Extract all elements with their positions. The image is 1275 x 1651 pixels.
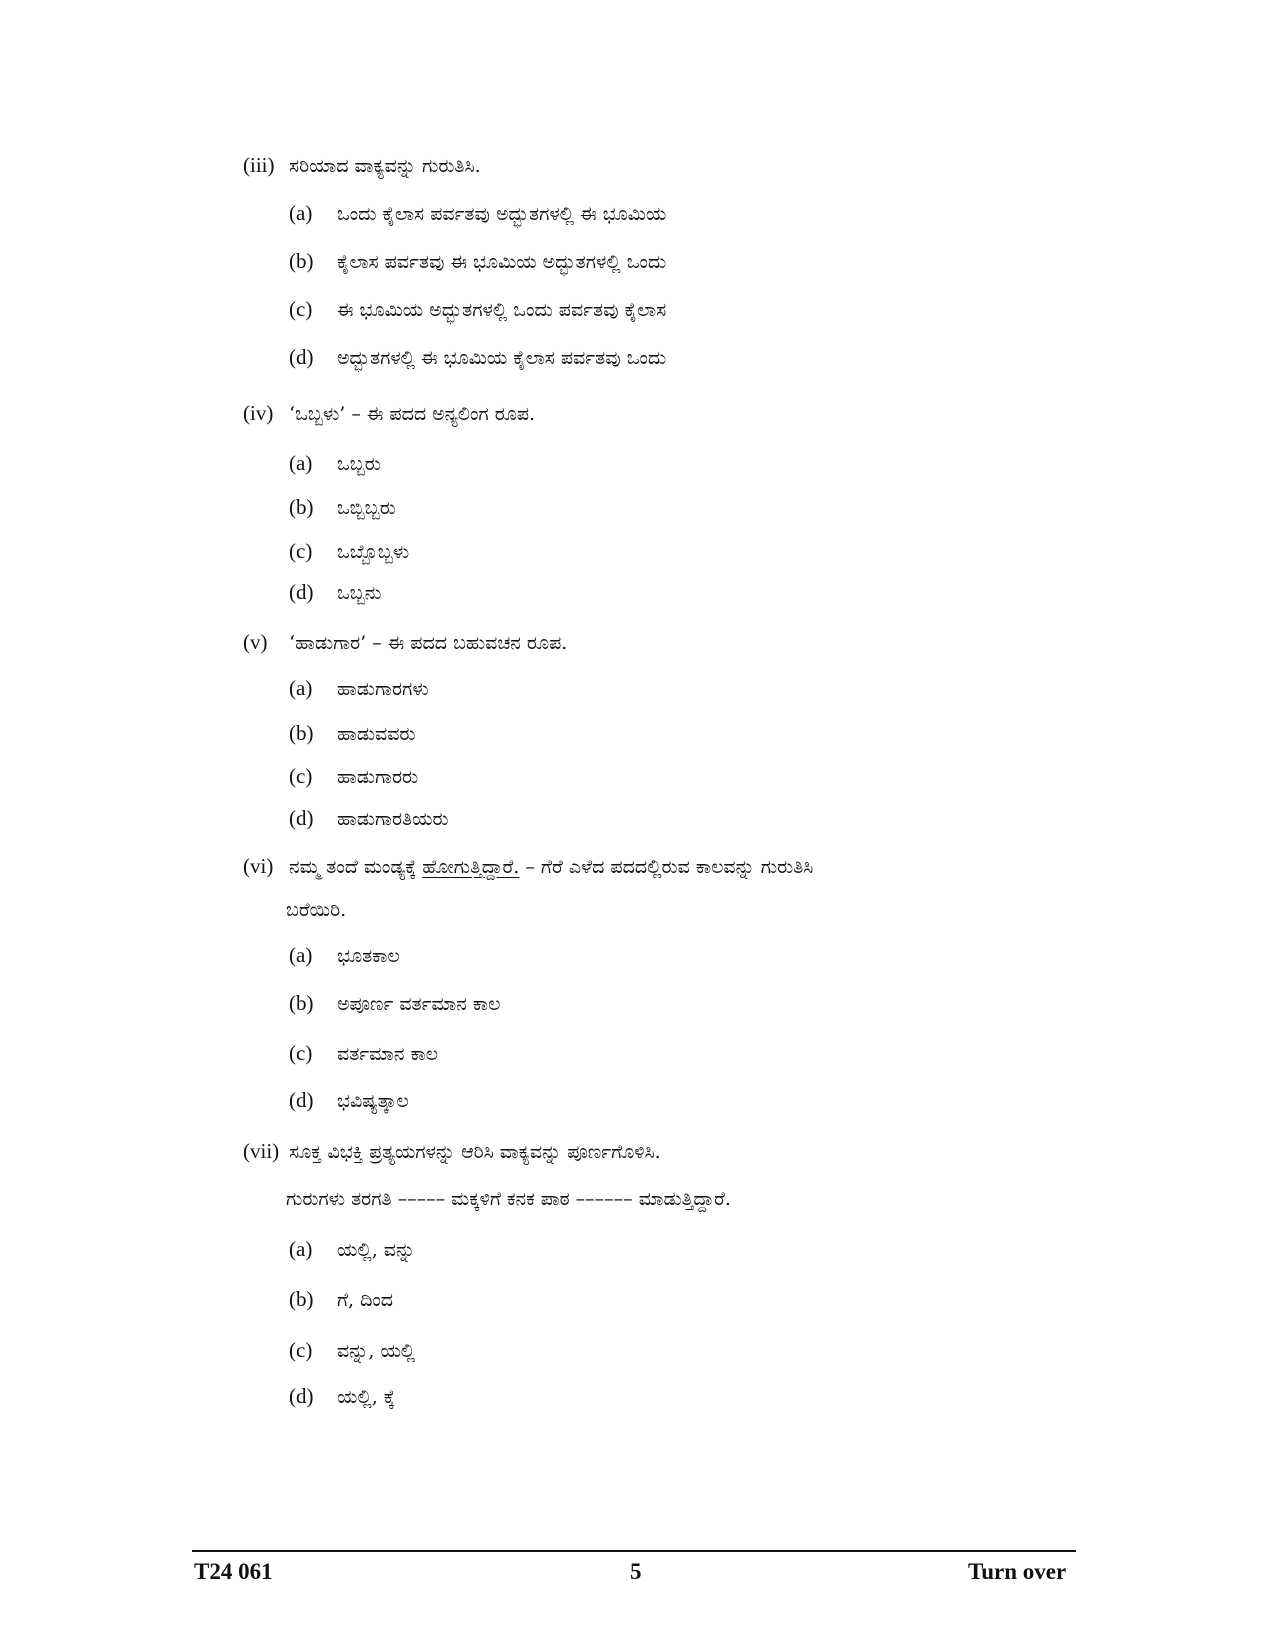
question-number: (v) [243, 630, 268, 654]
option-text: ಭೂತಕಾಲ [337, 945, 400, 967]
option-label: (c) [289, 764, 313, 788]
question-stem: ‘ಒಬ್ಬಳು’ – ಈ ಪದದ ಅನ್ಯಲಿಂಗ ರೂಪ. [289, 403, 536, 425]
option-label: (a) [289, 1237, 313, 1261]
option-v-b [289, 721, 416, 746]
option-text: ಗೆ, ದಿಂದ [337, 1289, 394, 1311]
question-stem [289, 855, 813, 879]
option-label: (a) [289, 451, 313, 475]
option-text: ಅದ್ಭುತಗಳಲ್ಲಿ ಈ ಭೂಮಿಯ ಕೈಲಾಸ ಪರ್ವತವು ಒಂದು [337, 347, 667, 369]
option-text: ಒಬ್ಬಿಬ್ಬರು [337, 497, 396, 519]
option-vi-c [289, 1041, 438, 1066]
option-vi-b [289, 991, 500, 1016]
option-vi-d [289, 1088, 409, 1113]
question-vii [243, 1139, 661, 1164]
question-number: (iii) [243, 153, 275, 177]
option-label: (b) [289, 495, 314, 519]
option-v-a [289, 676, 429, 701]
option-label: (a) [289, 201, 313, 225]
question-v [243, 630, 567, 655]
question-vi [243, 854, 813, 879]
option-text: ಅಪೂರ್ಣ ವರ್ತಮಾನ ಕಾಲ [337, 993, 501, 1015]
option-text: ಒಬ್ಬೊಬ್ಬಳು [337, 541, 410, 563]
option-iii-d [289, 345, 666, 370]
stem-after: – ಗೆರೆ ಎಳೆದ ಪದದಲ್ಲಿರುವ ಕಾಲವನ್ನು ಗುರುತಿಸಿ [525, 856, 814, 878]
option-label: (b) [289, 249, 314, 273]
option-text: ವನ್ನು, ಯಲ್ಲಿ [337, 1340, 416, 1362]
option-label: (d) [289, 1088, 314, 1112]
option-iv-d [289, 580, 381, 605]
page-number: 5 [630, 1559, 642, 1584]
option-text: ಒಂದು ಕೈಲಾಸ ಪರ್ವತವು ಅದ್ಭುತಗಳಲ್ಲಿ ಈ ಭೂಮಿಯ [337, 203, 667, 225]
option-v-d [289, 806, 449, 831]
option-text: ಯಲ್ಲಿ, ವನ್ನು [337, 1239, 416, 1261]
option-iii-a [289, 201, 666, 226]
question-iv [243, 401, 535, 426]
option-label: (b) [289, 1287, 314, 1311]
option-label: (c) [289, 539, 313, 563]
question-number: (vi) [243, 854, 274, 878]
option-label: (a) [289, 943, 313, 967]
option-iv-b [289, 495, 396, 520]
option-label: (c) [289, 1338, 313, 1362]
option-text: ವರ್ತಮಾನ ಕಾಲ [337, 1043, 439, 1065]
option-text: ಒಬ್ಬನು [337, 582, 382, 604]
option-text: ಯಲ್ಲಿ, ಕ್ಕೆ [337, 1386, 395, 1408]
question-number: (vii) [243, 1139, 280, 1163]
option-text: ಹಾಡುವವರು [337, 723, 416, 745]
option-vii-d [289, 1384, 395, 1409]
option-text: ಈ ಭೂಮಿಯ ಅದ್ಭುತಗಳಲ್ಲಿ ಒಂದು ಪರ್ವತವು ಕೈಲಾಸ [337, 299, 667, 321]
option-v-c [289, 764, 418, 789]
option-label: (c) [289, 1041, 313, 1065]
option-label: (d) [289, 580, 314, 604]
option-label: (d) [289, 806, 314, 830]
turn-over-note: Turn over [968, 1559, 1067, 1584]
question-iii [243, 153, 481, 178]
question-stem: ಸೂಕ್ತ ವಿಭಕ್ತಿ ಪ್ರತ್ಯಯಗಳನ್ನು ಆರಿಸಿ ವಾಕ್ಯವನ್ನು ಪೂರ್ಣಗೊಳಿಸಿ. [289, 1141, 661, 1163]
option-vii-b [289, 1287, 393, 1312]
question-vi-continuation: ಬರೆಯಿರಿ. [286, 899, 347, 921]
stem-before: ನಮ್ಮ ತಂದೆ ಮಂಡ್ಯಕ್ಕೆ [289, 856, 417, 878]
question-number: (iv) [243, 401, 274, 425]
option-text: ಹಾಡುಗಾರತಿಯರು [337, 808, 449, 830]
option-label: (d) [289, 345, 314, 369]
option-label: (b) [289, 991, 314, 1015]
option-label: (c) [289, 297, 313, 321]
question-stem: ‘ಹಾಡುಗಾರ’ – ಈ ಪದದ ಬಹುವಚನ ರೂಪ. [289, 632, 568, 654]
question-stem: ಸರಿಯಾದ ವಾಕ್ಯವನ್ನು ಗುರುತಿಸಿ. [289, 155, 481, 177]
option-iv-a [289, 451, 381, 476]
option-text: ಒಬ್ಬರು [337, 453, 381, 475]
option-vi-a [289, 943, 400, 968]
footer-divider [192, 1550, 1076, 1552]
option-iv-c [289, 539, 409, 564]
option-text: ಹಾಡುಗಾರರು [337, 766, 419, 788]
option-text: ಕೈಲಾಸ ಪರ್ವತವು ಈ ಭೂಮಿಯ ಅದ್ಭುತಗಳಲ್ಲಿ ಒಂದು [337, 251, 667, 273]
option-label: (a) [289, 676, 313, 700]
underlined-word: ಹೋಗುತ್ತಿದ್ದಾರೆ. [422, 856, 520, 878]
option-iii-c [289, 297, 666, 322]
question-vii-sentence: ಗುರುಗಳು ತರಗತಿ ––––– ಮಕ್ಕಳಿಗೆ ಕನಕ ಪಾಠ –––––– ಮಾಡುತ್ತಿದ್ದಾರೆ. [286, 1188, 731, 1210]
option-vii-c [289, 1338, 415, 1363]
option-text: ಭವಿಷ್ಯತ್ಕಾಲ [337, 1090, 409, 1112]
option-label: (b) [289, 721, 314, 745]
option-label: (d) [289, 1384, 314, 1408]
option-text: ಹಾಡುಗಾರಗಳು [337, 678, 429, 700]
option-vii-a [289, 1237, 415, 1262]
paper-code: T24 061 [194, 1559, 273, 1584]
option-iii-b [289, 249, 666, 274]
